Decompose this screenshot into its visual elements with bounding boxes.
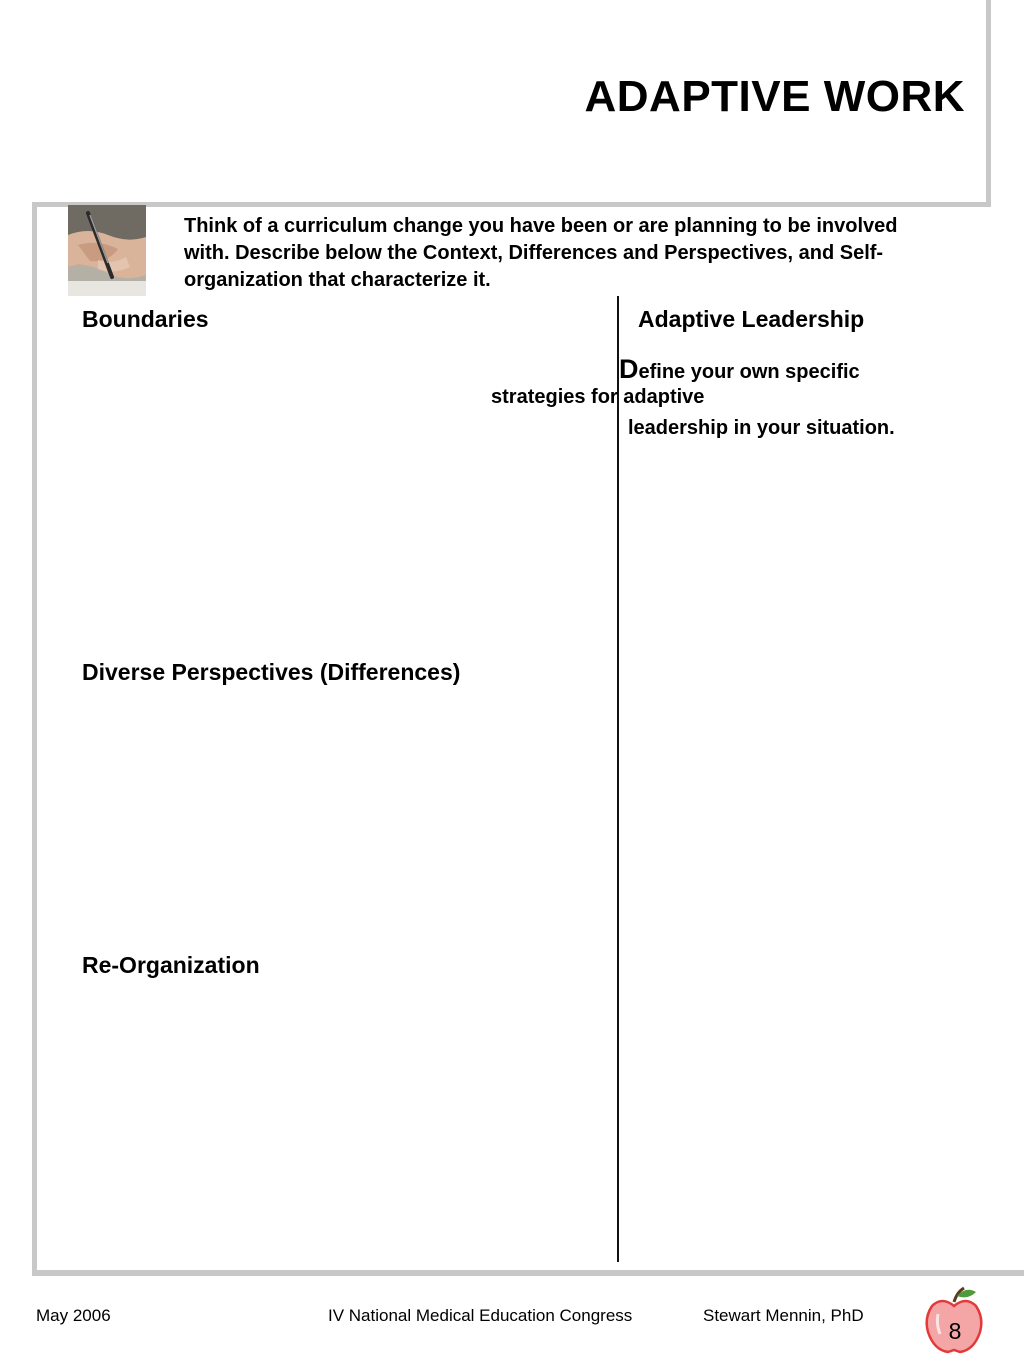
frame-border-bottom (32, 1270, 1024, 1276)
intro-instructions: Think of a curriculum change you have been or are planning to be involved with. Describe below the Context, Differences and Perspectives, and Self-organization that characterize it. (184, 215, 898, 291)
column-divider (617, 296, 619, 1262)
section-heading-diverse-perspectives: Diverse Perspectives (Differences) (82, 659, 461, 685)
frame-border-right (986, 0, 991, 205)
frame-border-left (32, 202, 37, 1275)
section-heading-adaptive-leadership: Adaptive Leadership (638, 306, 865, 332)
instruction-line-1-text: efine your own specific (638, 361, 860, 383)
section-heading-boundaries: Boundaries (82, 306, 209, 332)
page-number: 8 (948, 1318, 962, 1344)
frame-border-top (32, 202, 991, 207)
footer-author: Stewart Mennin, PhD (703, 1306, 864, 1325)
pen-writing-hand-icon (68, 205, 146, 296)
instruction-line-3: leadership in your situation. (628, 417, 895, 439)
instruction-initial: D (619, 354, 639, 384)
section-heading-reorganization: Re-Organization (82, 952, 260, 978)
instruction-line-1 (619, 354, 860, 385)
instruction-line-2: strategies for adaptive (491, 386, 705, 408)
slide-title: ADAPTIVE WORK (584, 72, 965, 121)
footer-conference: IV National Medical Education Congress (328, 1306, 633, 1325)
footer-date: May 2006 (36, 1306, 111, 1325)
